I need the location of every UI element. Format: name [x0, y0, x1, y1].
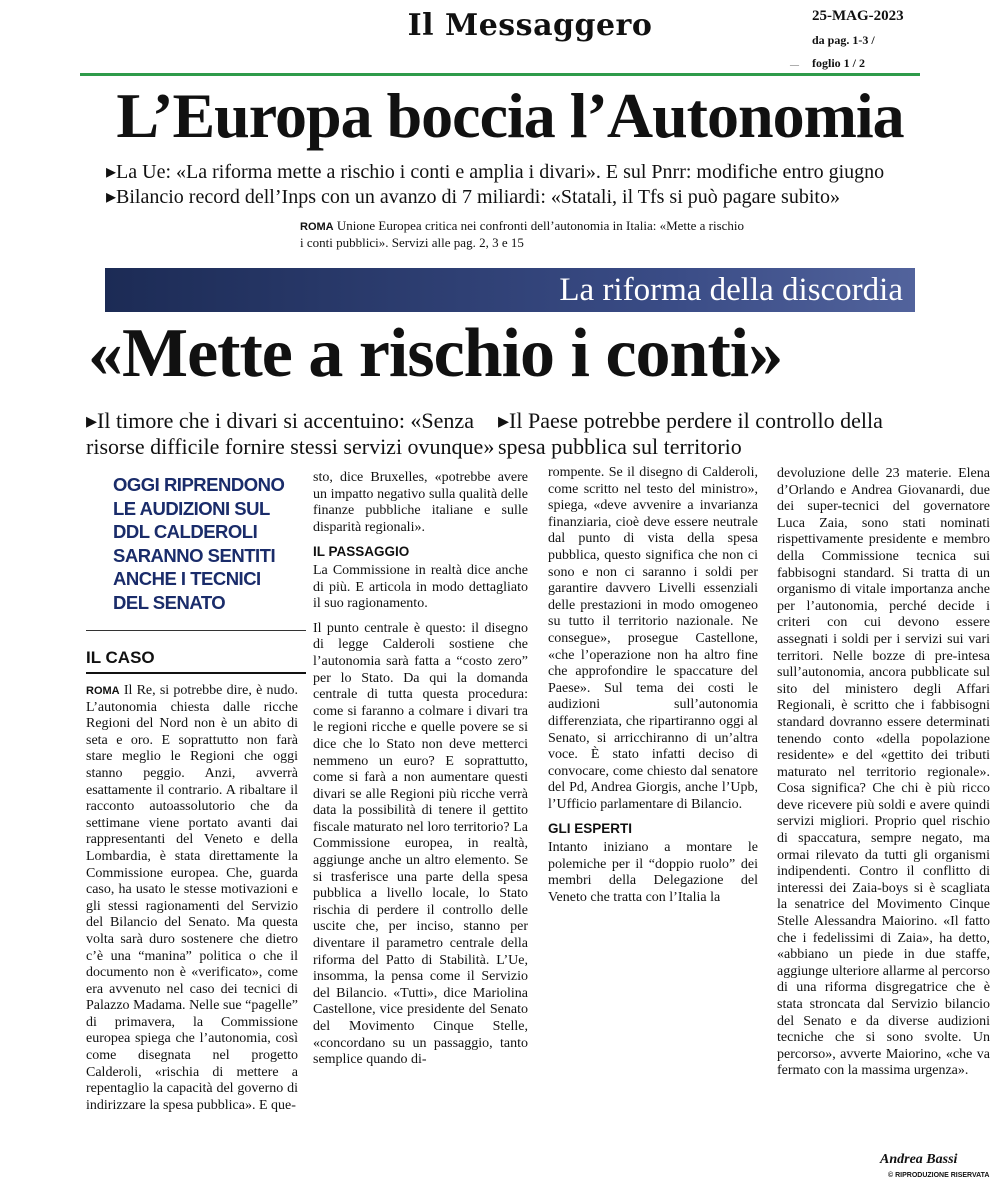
sheet-number: foglio 1 / 2	[812, 56, 865, 70]
column-1-text: Il Re, si potrebbe dire, è nudo. L’autonomia chiesta dalle ricche Regioni del Nord non è un abito di seta e oro. E soprattutto non farà stare meglio le Regioni che oggi stanno peggio. Anzi, avverrà esattamente il contrario. A ribaltare il racconto autoassolutorio che da settimane viene portato avanti dai rappresentanti del Veneto e della Lombardia, è stata direttamente la Commissione europea. Che, guarda caso, ha usato le stesse motivazioni e gli stessi ragionamenti del Servizio del Bilancio del Senato. Ma questa volta sarà duro sostenere che dietro c’è una “manina” politica o che il documento non è «verificato», come era avvenuto nel caso dei tecnici di Palazzo Madama. Nelle sue “pagelle” di primavera, la Commissione europea spiega che l’autonomia, così come disegnata nel progetto Calderoli, «rischia di mettere a repentaglio la capacità del governo di indirizzare la spesa pubblica». E que-	[86, 683, 299, 1113]
column-2-text-b: La Commissione in realtà dice anche di più. E articola in modo dettagliato il suo ragionamento.	[313, 562, 528, 612]
article-column-1	[86, 683, 298, 1114]
subhead-esperti: GLI ESPERTI	[548, 821, 633, 837]
column-2-text-a: sto, dice Bruxelles, «potrebbe avere un impatto negativo sulla qualità delle finanze pubbliche italiane e sulle disparità regionali».	[313, 470, 528, 535]
kicker: OGGI RIPRENDONO LE AUDIZIONI SUL DDL CALDEROLI SARANNO SENTITI ANCHE I TECNICI DEL SENATO	[113, 474, 285, 613]
publication-date: 25-MAG-2023	[812, 8, 904, 24]
column-3-text-b: Intanto iniziano a montare le polemiche per il “doppio ruolo” dei membri della Delegazione del Veneto che tratta con l’Italia la	[548, 840, 758, 905]
sheet-mark: —	[790, 60, 799, 70]
page-range: da pag. 1-3 /	[812, 33, 875, 47]
subhead-2: ▸Bilancio record dell’Inps con un avanzo di 7 miliardi: «Statali, il Tfs si può pagare subito»	[106, 186, 840, 208]
roma-text: Unione Europea critica nei confronti dell’autonomia in Italia: «Mette a rischio i conti pubblici». Servizi alle pag. 2, 3 e 15	[300, 218, 745, 250]
article-lead: ROMA	[86, 685, 120, 697]
article-column-4	[777, 466, 990, 1080]
main-headline: «Mette a rischio i conti»	[88, 315, 783, 392]
subhead-passaggio: IL PASSAGGIO	[313, 544, 410, 560]
section-band	[105, 268, 915, 312]
deck-2: ▸Il Paese potrebbe perdere il controllo della spesa pubblica sul territorio	[498, 408, 883, 459]
divider	[86, 630, 306, 631]
copyright-note: © RIPRODUZIONE RISERVATA	[888, 1172, 990, 1179]
section-label: IL CASO	[86, 648, 155, 667]
masthead: Il Messaggero	[407, 8, 653, 43]
roma-brief	[300, 218, 750, 251]
header-divider	[80, 73, 920, 76]
column-4-text: devoluzione delle 23 materie. Elena d’Orlando e Andrea Giovanardi, due dei super-tecnici del governatore Luca Zaia, sono stati nominati rispettivamente presidente e membro della Commissione tecnica sui fabbisogni standard. Si tratta di un organismo di vitale importanza anche per l’autonomia, perché decide i criteri con cui devono essere assegnati i soldi per i servizi sui vari territori. Nelle bozze di pre-intesa sull’autonomia, ancora pubblicate sul sito del ministero degli Affari Regionali, è scritto che i fabbisogni standard dovranno essere determinati tenendo conto «della popolazione residente» e del «gettito dei tributi maturato nel territorio regionale». Cosa significa? Che chi è più ricco deve ricevere più soldi e avere quindi servizi migliori. Proprio quel rischio di spaccatura, sempre negato, ma ormai rilevato da tutti gli organismi indipendenti. Contro il conflitto di interessi dei Zaia-boys si è scagliata la senatrice del Movimento Cinque Stelle Alessandra Maiorino. «Il fatto che i fedelissimi di Zaia», ha detto, «abbiano un piede in due staffe, aggiunge ulteriore allarme al percorso di una riforma disgregatrice che è stata stroncata dal Servizio bilancio del Senato e da diverse audizioni tecniche che si sono svolte. Un percorso», avverte Maiorino, «che va fermato con la massima urgenza».	[777, 466, 991, 1079]
column-3-text-a: rompente. Se il disegno di Calderoli, come scritto nel testo del ministro», spiega, «deve avvenire a invarianza finanziaria, cioè deve essere neutrale dal punto di vista della spesa pubblica, questo significa che non ci sono e non ci saranno i soldi per garantire davvero Livelli essenziali delle prestazioni in modo omogeneo su tutto il territorio nazionale. Ne consegue», prosegue Castellone, «che l’operazione non ha altro fine che approfondire le spaccature del Paese». Sul tema dei costi le audizioni sull’autonomia differenziata, che ripartiranno oggi al Senato, si arricchiranno di un’altra voce. È stato infatti deciso di convocare, come chiesto dal senatore del Pd, Andrea Giorgis, anche l’Upb, l’Ufficio parlamentare di Bilancio.	[548, 465, 758, 812]
article-column-3	[548, 465, 758, 906]
band-label: La riforma della discordia	[559, 272, 903, 308]
roma-lead: ROMA	[300, 221, 334, 233]
deck-1: ▸Il timore che i divari si accentuino: «Senza risorse difficile fornire stessi servizi ovunque»	[86, 408, 495, 459]
section-rule	[86, 672, 306, 674]
article-column-2	[313, 470, 528, 1069]
column-2-text-c: Il punto centrale è questo: il disegno di legge Calderoli sostiene che l’autonomia sarà fatta a “costo zero” per lo Stato. Da qui la domanda centrale di tutta questa procedura: come si faranno a colmare i divari tra le regioni ricche e quelle povere se si dice che lo Stato non deve metterci nemmeno un euro? E soprattutto, come si farà a non aumentare questi divari se alle Regioni più ricche verrà data la possibilità di tenere il gettito fiscale maturato nel loro territorio? La Commissione europea, in realtà, aggiunge anche un altro elemento. Se si trasferisce una parte della spesa pubblica a livello locale, lo Stato rischia di perdere il controllo delle uscite che, per inciso, stanno per diventare il parametro centrale della riforma del Patto di Stabilità. L’Ue, insomma, la pensa come il Servizio del Bilancio. «Tutti», dice Mariolina Castellone, vice presidente del Senato del Movimento Cinque Stelle, «concordano su un passaggio, tanto semplice quando di-	[313, 620, 528, 1068]
subhead-1: ▸La Ue: «La riforma mette a rischio i conti e amplia i divari». E sul Pnrr: modifiche entro giugno	[106, 161, 885, 183]
front-headline: L’Europa boccia l’Autonomia	[116, 80, 904, 151]
author-byline: Andrea Bassi	[880, 1152, 958, 1167]
